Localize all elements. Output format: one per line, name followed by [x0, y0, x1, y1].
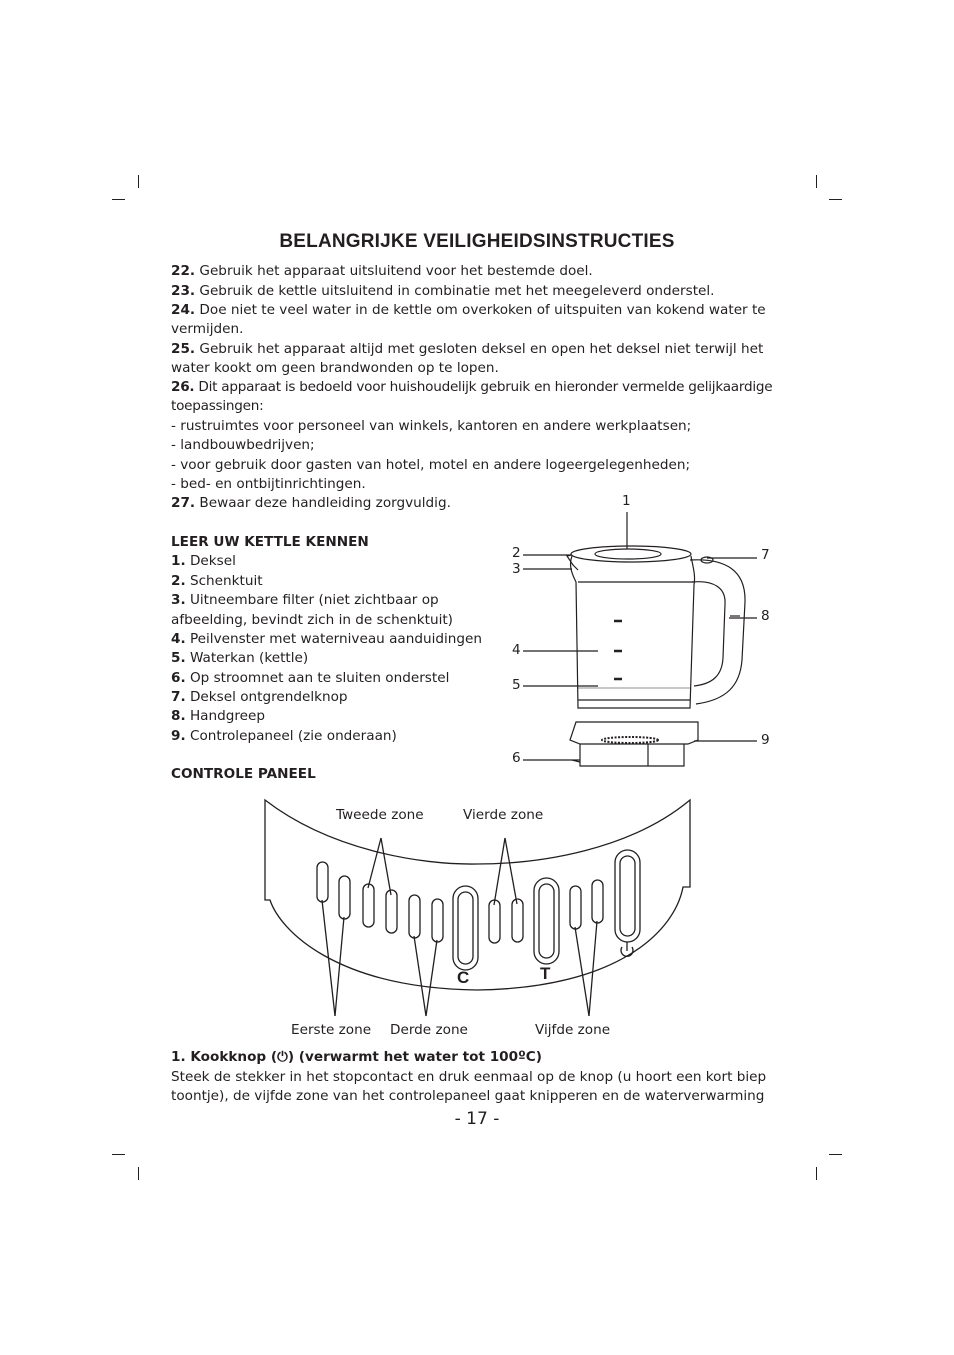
part-item: 1. Deksel [171, 553, 236, 569]
bullet-item: - landbouwbedrijven; [171, 437, 315, 453]
instruction-27: 27. Bewaar deze handleiding zorgvuldig. [171, 495, 451, 511]
part-item: afbeelding, bevindt zich in de schenktuit) [171, 612, 453, 628]
t-button-letter: T [540, 964, 551, 983]
crop-mark [112, 199, 125, 200]
part-item: 9. Controlepaneel (zie onderaan) [171, 728, 397, 744]
callout-1: 1 [622, 493, 631, 509]
bullet-item: - bed- en ontbijtinrichtingen. [171, 476, 366, 492]
part-item: 5. Waterkan (kettle) [171, 650, 309, 666]
crop-mark [816, 175, 817, 188]
crop-mark [138, 175, 139, 188]
callout-7: 7 [761, 547, 770, 563]
c-button-letter: C [457, 968, 470, 987]
zone-label-vierde: Vierde zone [463, 807, 544, 823]
kookknop-text: Steek de stekker in het stopcontact en druk eenmaal op de knop (u hoort een kort biep toontje), de vijfde zone van het controlepaneel gaat knipperen en de waterverwarming [171, 1069, 767, 1104]
page-title: BELANGRIJKE VEILIGHEIDSINSTRUCTIES [279, 231, 675, 252]
section-heading-kettle: LEER UW KETTLE KENNEN [171, 534, 369, 550]
callout-3: 3 [512, 561, 521, 577]
power-icon [621, 942, 633, 956]
part-item: 4. Peilvenster met waterniveau aanduidingen [171, 631, 483, 647]
kookknop-heading: 1. Kookknop (⏻) (verwarmt het water tot 100ºC) [171, 1049, 542, 1065]
bullet-item: - voor gebruik door gasten van hotel, motel en andere logeergelegenheden; [171, 457, 691, 473]
callout-4: 4 [512, 642, 521, 658]
zone-label-tweede: Tweede zone [336, 807, 424, 823]
crop-mark [138, 1167, 139, 1180]
bullet-item: - rustruimtes voor personeel van winkels, kantoren en andere werkplaatsen; [171, 418, 692, 434]
part-item: 7. Deksel ontgrendelknop [171, 689, 348, 705]
instruction-24: 24. Doe niet te veel water in de kettle om overkoken of uitspuiten van kokend water te vermijden. [171, 302, 766, 337]
crop-mark [829, 199, 842, 200]
part-item: 3. Uitneembare filter (niet zichtbaar op [171, 592, 439, 608]
zone-label-eerste: Eerste zone [291, 1022, 372, 1038]
zone-label-derde: Derde zone [390, 1022, 468, 1038]
control-panel-diagram [255, 790, 700, 1025]
callout-2: 2 [512, 545, 521, 561]
zone-label-vijfde: Vijfde zone [535, 1022, 611, 1038]
instruction-22: 22. Gebruik het apparaat uitsluitend voor het bestemde doel. [171, 263, 593, 279]
kettle-illustration [505, 490, 785, 780]
crop-mark [829, 1154, 842, 1155]
callout-6: 6 [512, 750, 521, 766]
instruction-26: 26. Dit apparaat is bedoeld voor huishoudelijk gebruik en hieronder vermelde gelijkaardige toepassingen: [171, 379, 773, 414]
section-heading-panel: CONTROLE PANEEL [171, 766, 316, 782]
callout-9: 9 [761, 732, 770, 748]
callout-8: 8 [761, 608, 770, 624]
crop-mark [816, 1167, 817, 1180]
part-item: 2. Schenktuit [171, 573, 263, 589]
part-item: 6. Op stroomnet aan te sluiten onderstel [171, 670, 450, 686]
instruction-23: 23. Gebruik de kettle uitsluitend in combinatie met het meegeleverd onderstel. [171, 283, 715, 299]
page-number: - 17 - [454, 1109, 500, 1129]
crop-mark [112, 1154, 125, 1155]
callout-5: 5 [512, 677, 521, 693]
instruction-25: 25. Gebruik het apparaat altijd met gesloten deksel en open het deksel niet terwijl het water kookt om geen brandwonden op te lopen. [171, 341, 764, 376]
part-item: 8. Handgreep [171, 708, 266, 724]
